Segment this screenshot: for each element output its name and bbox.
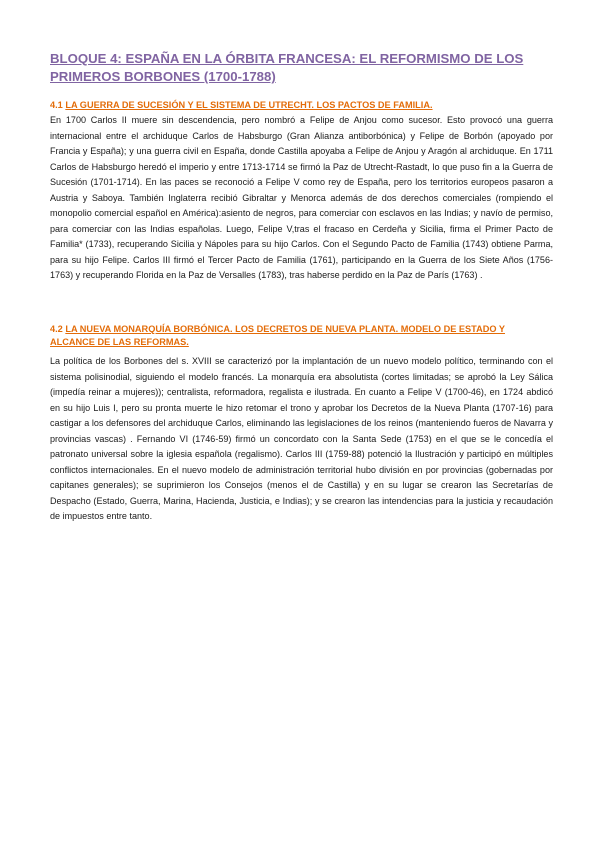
section-heading-text: LA GUERRA DE SUCESIÓN Y EL SISTEMA DE UTRECHT. LOS PACTOS DE FAMILIA. xyxy=(65,100,433,110)
document-title xyxy=(50,50,560,86)
section-body-4-2: La política de los Borbones del s. XVIII se caracterizó por la implantación de un nuevo modelo político, terminando con el sistema polisinodial, siguiendo el modelo francés. La monarquía era absolutista (cortes limitadas; se aprobó la Ley Sálica (impedía reinar a mujeres)); centralista, reformadora, regalista e ilustrada. En cuanto a Felipe V (1700-46), en 1724 abdicó en su hijo Luis I, pero su pronta muerte le hizo retomar el trono y aprobar los Decretos de la Nueva Planta (1707-16) para castigar a los defensores del archiduque Carlos, eliminando las legislaciones de los reinos (manteniendo fueros de Navarra y provincias vascas) . Fernando VI (1746-59) firmó un concordato con la Santa Sede (1753) en el que se le concedía el patronato universal sobre la iglesia española (regalismo). Carlos III (1759-88) potenció la Ilustración y participó en múltiples conflictos internacionales. En el nuevo modelo de administración territorial hubo división en por provincias (gobernadas por capitanes generales); se suprimieron los Consejos (menos el de Castilla) y en su lugar se crearon las Secretarías de Despacho (Estado, Guerra, Marina, Hacienda, Justicia, e Indias); y se crearon las intendencias para la justicia y recaudación de impuestos entre tanto. xyxy=(50,356,553,521)
section-heading-text: LA NUEVA MONARQUÍA BORBÓNICA. LOS DECRETOS DE NUEVA PLANTA. MODELO DE ESTADO Y ALCANCE DE LAS REFORMAS. xyxy=(50,324,505,347)
section-heading-4-2 xyxy=(50,323,550,349)
section-body-4-1: En 1700 Carlos II muere sin descendencia, pero nombró a Felipe de Anjou como sucesor. Esto provocó una guerra internacional entre el archiduque Carlos de Habsburgo (Gran Alianza antiborbónica) y Felipe de Borbón (apoyado por Francia y España); y una guerra civil en España, donde Castilla apoyaba a Felipe de Anjou y Aragón al archiduque. En 1711 Carlos de Habsburgo heredó el imperio y entre 1713-1714 se firmó la Paz de Utrecht-Rastadt, lo que puso fin a la Guerra de Sucesión (1701-1714). En las paces se reconoció a Felipe V como rey de España, pero los territorios europeos pasaron a Austria y Saboya. También Inglaterra recibió Gibraltar y Menorca además de dos derechos comerciales (rompiendo el monopolio comercial español en América):asiento de negros, para comerciar con esclavos en las Indias; y navío de permiso, para comerciar con las Indias españolas. Luego, Felipe V,tras el fracaso en Cerdeña y Sicilia, firma el Primer Pacto de Familia* (1733), recuperando Sicilia y Nápoles para su hijo Carlos. Con el Segundo Pacto de Familia (1743) obtiene Parma, para su hijo Felipe. Carlos III firmó el Tercer Pacto de Familia (1761), participando en la Guerra de los Siete Años (1756-1763) y recuperando Florida en la Paz de Versalles (1783), tras haberse perdido en la Paz de París (1763) . xyxy=(50,115,553,280)
title-block-label: BLOQUE 4 xyxy=(50,51,118,66)
section-heading-4-1 xyxy=(50,99,550,112)
title-text: : ESPAÑA EN LA ÓRBITA FRANCESA: EL REFORMISMO DE LOS PRIMEROS BORBONES (1700-1788) xyxy=(50,51,524,84)
section-number: 4.1 xyxy=(50,100,63,110)
section-number: 4.2 xyxy=(50,324,63,334)
